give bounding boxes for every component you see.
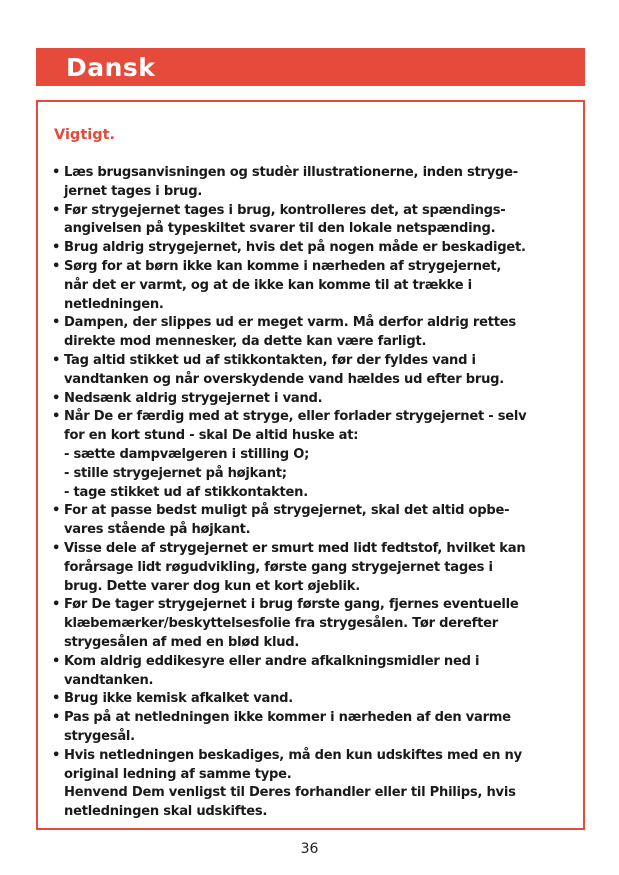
bullet-icon: • — [52, 240, 61, 256]
warning-item-line: klæbemærker/beskyttelsesfolie fra strygesålen. Tør derefter — [64, 616, 498, 632]
warning-item — [52, 164, 574, 202]
warning-item-line: Før strygejernet tages i brug, kontrolleres det, at spændings- — [64, 202, 506, 218]
bullet-icon: • — [52, 691, 61, 707]
warning-item-line: netledningen skal udskiftes. — [64, 804, 268, 820]
warning-item — [52, 352, 574, 390]
warning-item-line: vandtanken. — [64, 672, 154, 688]
warning-item — [52, 239, 574, 258]
warning-item — [52, 653, 574, 691]
warning-item-line: angivelsen på typeskiltet svarer til den lokale netspænding. — [64, 221, 496, 237]
bullet-icon: • — [52, 258, 61, 274]
bullet-icon: • — [52, 597, 61, 613]
bullet-icon: • — [52, 165, 61, 180]
warning-item — [52, 258, 574, 314]
warning-item-line: når det er varmt, og at de ikke kan komme til at trække i — [64, 277, 472, 293]
warning-item-line: vandtanken og når overskydende vand hældes ud efter brug. — [64, 371, 504, 387]
language-header — [36, 48, 585, 86]
warning-item — [52, 390, 574, 409]
warning-item-line: Pas på at netledningen ikke kommer i nærheden af den varme — [64, 710, 511, 726]
warning-item — [52, 202, 574, 240]
warning-item-line: strygesålen af med en blød klud. — [64, 634, 300, 650]
warning-title: Vigtigt. — [54, 127, 116, 143]
warning-item-line: brug. Dette varer dog kun et kort øjeblik. — [64, 578, 360, 594]
warning-item-line: - sætte dampvælgeren i stilling O; — [64, 446, 310, 462]
warning-item-line: Henvend Dem venligst til Deres forhandler eller til Philips, hvis — [64, 785, 516, 801]
warning-item-line: for en kort stund - skal De altid huske at: — [64, 428, 359, 444]
warning-item-line: Kom aldrig eddikesyre eller andre afkalkningsmidler ned i — [64, 653, 480, 669]
warning-item-line: Visse dele af strygejernet er smurt med lidt fedtstof, hvilket kan — [64, 540, 526, 556]
warning-item-line: Brug aldrig strygejernet, hvis det på nogen måde er beskadiget. — [64, 240, 526, 256]
warning-item-line: - stille strygejernet på højkant; — [64, 465, 287, 481]
warning-item — [52, 314, 574, 352]
warning-item — [52, 747, 574, 822]
warning-item-line: Før De tager strygejernet i brug første gang, fjernes eventuelle — [64, 597, 519, 613]
warning-item-line: Når De er færdig med at stryge, eller forlader strygejernet - selv — [64, 409, 527, 425]
language-title: Dansk — [66, 53, 156, 82]
bullet-icon: • — [52, 390, 61, 406]
warning-item-line: vares stående på højkant. — [64, 522, 251, 538]
warning-box — [36, 100, 585, 830]
warning-item-line: Nedsænk aldrig strygejernet i vand. — [64, 390, 323, 406]
bullet-icon: • — [52, 540, 61, 556]
warning-item — [52, 408, 574, 502]
warning-item-line: - tage stikket ud af stikkontakten. — [64, 484, 308, 500]
bullet-icon: • — [52, 352, 61, 368]
warning-item — [52, 596, 574, 652]
bullet-icon: • — [52, 710, 61, 726]
warning-item — [52, 502, 574, 540]
page-number: 36 — [300, 841, 319, 857]
warning-item-line: Læs brugsanvisningen og studèr illustrationerne, inden stryge- — [64, 165, 518, 180]
warning-item-line: Dampen, der slippes ud er meget varm. Må derfor aldrig rettes — [64, 315, 516, 331]
warning-item — [52, 540, 574, 596]
warning-item-line: jernet tages i brug. — [64, 183, 203, 199]
warning-item-line: Sørg for at børn ikke kan komme i nærheden af strygejernet, — [64, 258, 502, 274]
warning-list — [52, 164, 574, 822]
warning-item-line: Tag altid stikket ud af stikkontakten, før der fyldes vand i — [64, 352, 476, 368]
warning-item-line: netledningen. — [64, 296, 164, 312]
bullet-icon: • — [52, 503, 61, 519]
warning-item-line: For at passe bedst muligt på strygejernet, skal det altid opbe- — [64, 503, 510, 519]
warning-item-line: original ledning af samme type. — [64, 766, 292, 782]
warning-item-line: direkte mod mennesker, da dette kan være farligt. — [64, 334, 427, 350]
warning-item — [52, 690, 574, 709]
bullet-icon: • — [52, 202, 61, 218]
bullet-icon: • — [52, 747, 61, 763]
bullet-icon: • — [52, 409, 61, 425]
bullet-icon: • — [52, 653, 61, 669]
warning-item — [52, 709, 574, 747]
warning-item-line: Hvis netledningen beskadiges, må den kun udskiftes med en ny — [64, 747, 522, 763]
bullet-icon: • — [52, 315, 61, 331]
warning-item-line: strygesål. — [64, 728, 135, 744]
warning-item-line: Brug ikke kemisk afkalket vand. — [64, 691, 294, 707]
warning-item-line: forårsage lidt røgudvikling, første gang strygejernet tages i — [64, 559, 493, 575]
